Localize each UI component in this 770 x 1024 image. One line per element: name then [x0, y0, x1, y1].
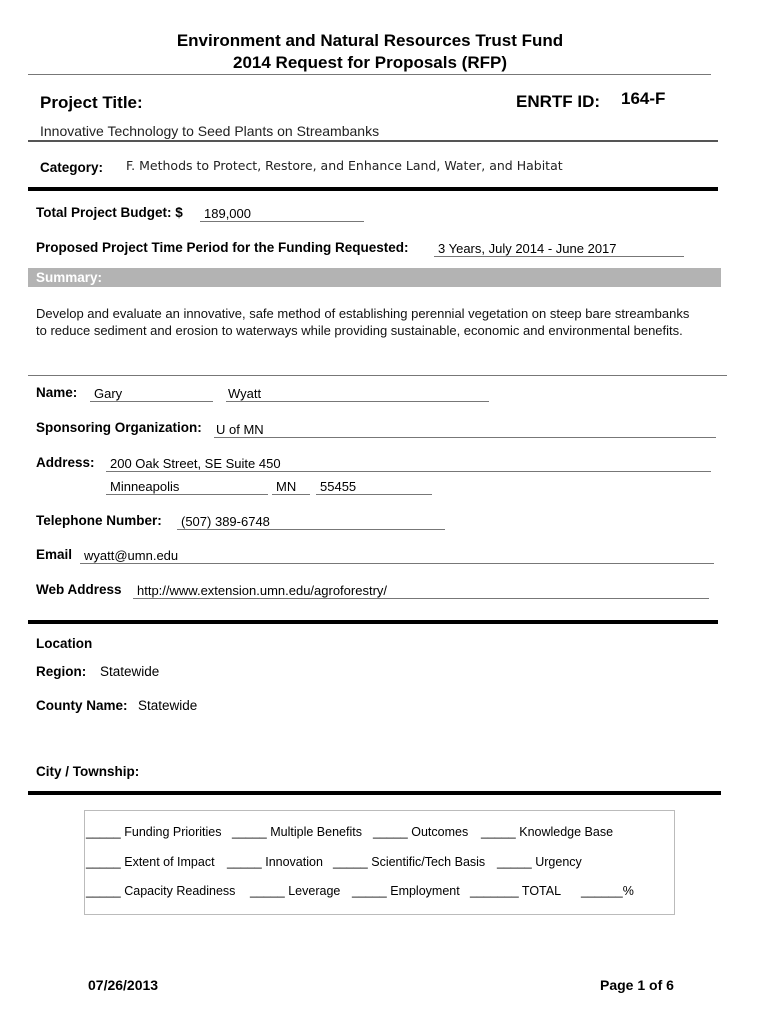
enrtf-id-value: 164-F [621, 89, 666, 108]
criteria-innovation: _____ Innovation [227, 855, 323, 869]
criteria-extent-of-impact: _____ Extent of Impact [86, 855, 215, 869]
zip-value: 55455 [316, 479, 432, 495]
criteria-multiple-benefits: _____ Multiple Benefits [232, 825, 362, 839]
last-name-value: Wyatt [226, 386, 489, 402]
enrtf-id-label: ENRTF ID: [516, 92, 601, 111]
phone-value: (507) 389-6748 [177, 514, 445, 530]
category-divider [28, 187, 718, 191]
criteria-total: _______ TOTAL [470, 884, 562, 898]
period-label: Proposed Project Time Period for the Funding Requested: [36, 240, 409, 255]
contact-divider [28, 620, 718, 624]
document-title: Environment and Natural Resources Trust Fund [176, 31, 564, 50]
budget-value: 189,000 [200, 206, 364, 222]
location-heading: Location [36, 636, 93, 651]
first-name-value: Gary [90, 386, 213, 402]
header-divider [28, 74, 711, 75]
web-value: http://www.extension.umn.edu/agroforestry/ [133, 583, 709, 599]
summary-text: Develop and evaluate an innovative, safe method of establishing perennial vegetation on steep bare streambanks to reduce sediment and erosion to waterways while providing sustainable, economic and environmental benefits. [36, 306, 690, 338]
footer-date: 07/26/2013 [88, 977, 159, 993]
document-subtitle: 2014 Request for Proposals (RFP) [233, 53, 507, 72]
phone-label: Telephone Number: [36, 513, 162, 528]
summary-label: Summary: [36, 270, 103, 285]
city-value: Minneapolis [106, 479, 268, 495]
county-label: County Name: [36, 698, 128, 713]
criteria-funding-priorities: _____ Funding Priorities [86, 825, 222, 839]
org-value: U of MN [214, 422, 716, 438]
region-value: Statewide [100, 664, 160, 679]
city-township-label: City / Township: [36, 764, 140, 779]
email-value: wyatt@umn.edu [80, 548, 714, 564]
summary-divider [28, 375, 727, 376]
criteria-outcomes: _____ Outcomes [373, 825, 469, 839]
criteria-scientific-tech-basis: _____ Scientific/Tech Basis [333, 855, 486, 869]
state-value: MN [272, 479, 310, 495]
region-label: Region: [36, 664, 87, 679]
web-label: Web Address [36, 582, 122, 597]
category-label: Category: [40, 160, 104, 175]
budget-label: Total Project Budget: $ [36, 205, 183, 220]
criteria-percent: ______% [581, 884, 634, 898]
name-label: Name: [36, 385, 78, 400]
org-label: Sponsoring Organization: [36, 420, 202, 435]
period-value: 3 Years, July 2014 - June 2017 [434, 241, 684, 257]
street-value: 200 Oak Street, SE Suite 450 [106, 456, 711, 472]
location-divider [28, 791, 721, 795]
summary-bar [28, 268, 721, 287]
county-value: Statewide [138, 698, 198, 713]
project-title-divider [28, 140, 718, 142]
footer-page-number: Page 1 of 6 [600, 977, 674, 993]
criteria-capacity-readiness: _____ Capacity Readiness [86, 884, 236, 898]
address-label: Address: [36, 455, 95, 470]
email-label: Email [36, 547, 73, 562]
criteria-urgency: _____ Urgency [497, 855, 582, 869]
criteria-employment: _____ Employment [352, 884, 460, 898]
criteria-leverage: _____ Leverage [250, 884, 341, 898]
criteria-knowledge-base: _____ Knowledge Base [481, 825, 614, 839]
project-title-value: Innovative Technology to Seed Plants on Streambanks [40, 123, 380, 139]
project-title-label: Project Title: [40, 93, 143, 112]
category-value: F. Methods to Protect, Restore, and Enhance Land, Water, and Habitat [126, 158, 563, 173]
